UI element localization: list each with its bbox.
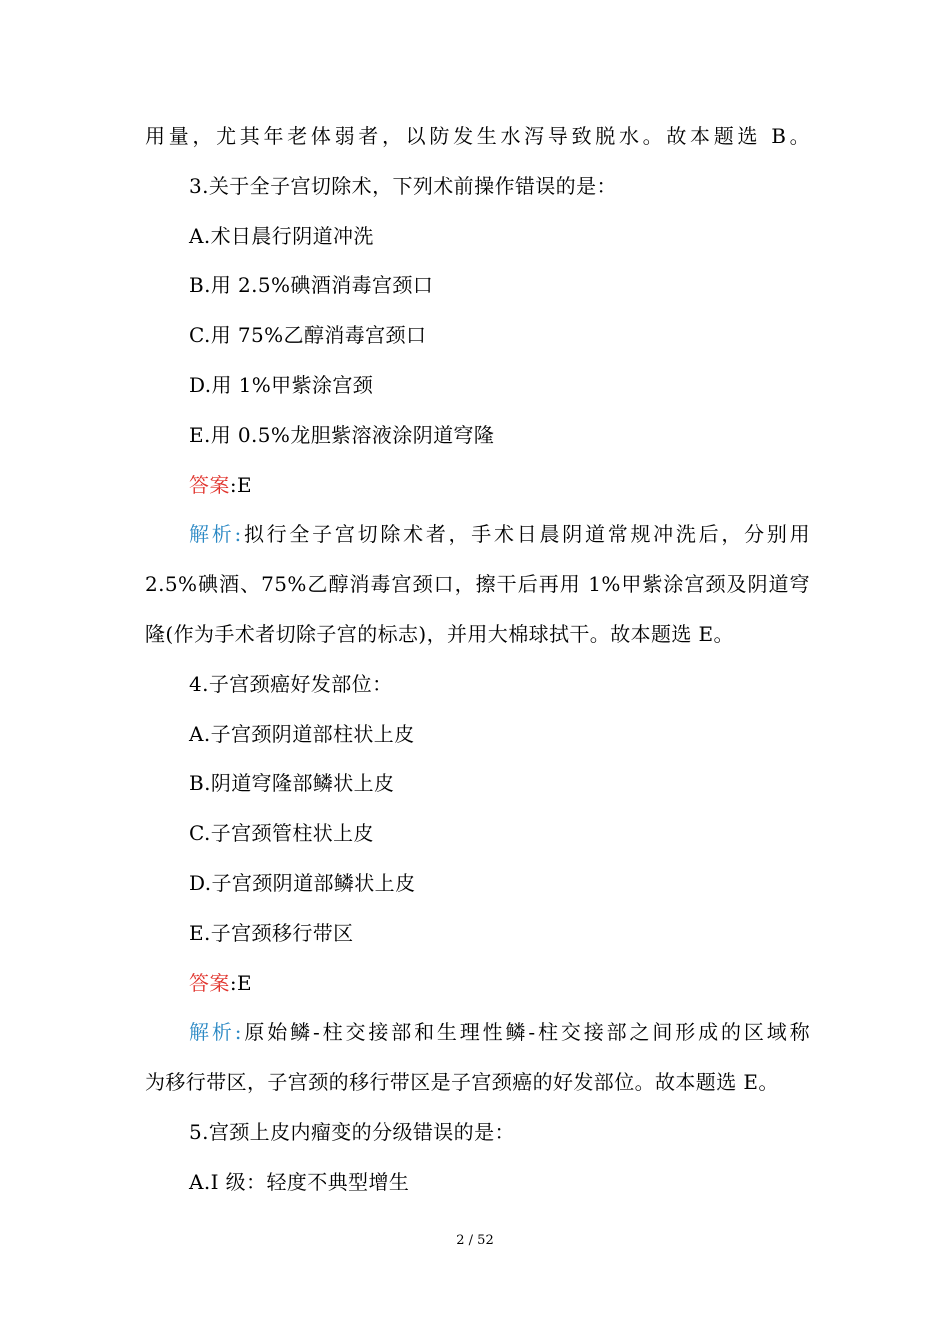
- question-3-stem: 3.关于全子宫切除术，下列术前操作错误的是：: [189, 173, 617, 198]
- question-4-option-c: C.子宫颈管柱状上皮: [189, 821, 374, 846]
- question-4-analysis-line-2: 为移行带区，子宫颈的移行带区是子宫颈癌的好发部位。故本题选 E。: [145, 1070, 779, 1095]
- question-4-option-a: A.子宫颈阴道部柱状上皮: [189, 721, 415, 746]
- analysis-text: 原始鳞-柱交接部和生理性鳞-柱交接部之间形成的区域称: [241, 1020, 810, 1045]
- analysis-label: 解析:: [189, 1020, 242, 1045]
- question-4-stem: 4.子宫颈癌好发部位：: [189, 671, 393, 696]
- question-5-option-a: A.I 级：轻度不典型增生: [189, 1169, 410, 1194]
- answer-value: :E: [229, 472, 252, 497]
- question-3-analysis-line-3: 隆(作为手术者切除子宫的标志)，并用大棉球拭干。故本题选 E。: [145, 621, 734, 646]
- question-4-option-e: E.子宫颈移行带区: [189, 920, 354, 945]
- paragraph-line: 用量，尤其年老体弱者，以防发生水泻导致脱水。故本题选 B。: [145, 124, 810, 148]
- analysis-label: 解析:: [189, 522, 242, 547]
- question-3-option-a: A.术日晨行阴道冲洗: [189, 223, 374, 248]
- question-4-analysis-line-1: [145, 1008, 810, 1058]
- question-3-analysis-line-2: 2.5%碘酒、75%乙醇消毒宫颈口，擦干后再用 1%甲紫涂宫颈及阴道穹: [145, 572, 810, 597]
- analysis-text: 拟行全子宫切除术者，手术日晨阴道常规冲洗后，分别用: [241, 522, 810, 547]
- question-4-option-d: D.子宫颈阴道部鳞状上皮: [189, 870, 416, 895]
- answer-value: :E: [229, 970, 252, 995]
- question-4-answer: [145, 959, 810, 1009]
- question-4-option-b: B.阴道穹隆部鳞状上皮: [189, 771, 395, 796]
- question-3-answer: [145, 461, 810, 511]
- page-number: 2 / 52: [456, 1233, 494, 1248]
- question-3-option-e: E.用 0.5%龙胆紫溶液涂阴道穹隆: [189, 422, 495, 447]
- answer-label: 答案: [189, 970, 230, 995]
- document-page: [145, 112, 810, 1208]
- question-3-option-c: C.用 75%乙醇消毒宫颈口: [189, 323, 427, 348]
- question-3-analysis-line-1: [145, 510, 810, 560]
- question-3-option-d: D.用 1%甲紫涂宫颈: [189, 372, 374, 397]
- question-3-option-b: B.用 2.5%碘酒消毒宫颈口: [189, 273, 434, 298]
- question-5-stem: 5.宫颈上皮内瘤变的分级错误的是：: [189, 1119, 515, 1144]
- answer-label: 答案: [189, 472, 230, 497]
